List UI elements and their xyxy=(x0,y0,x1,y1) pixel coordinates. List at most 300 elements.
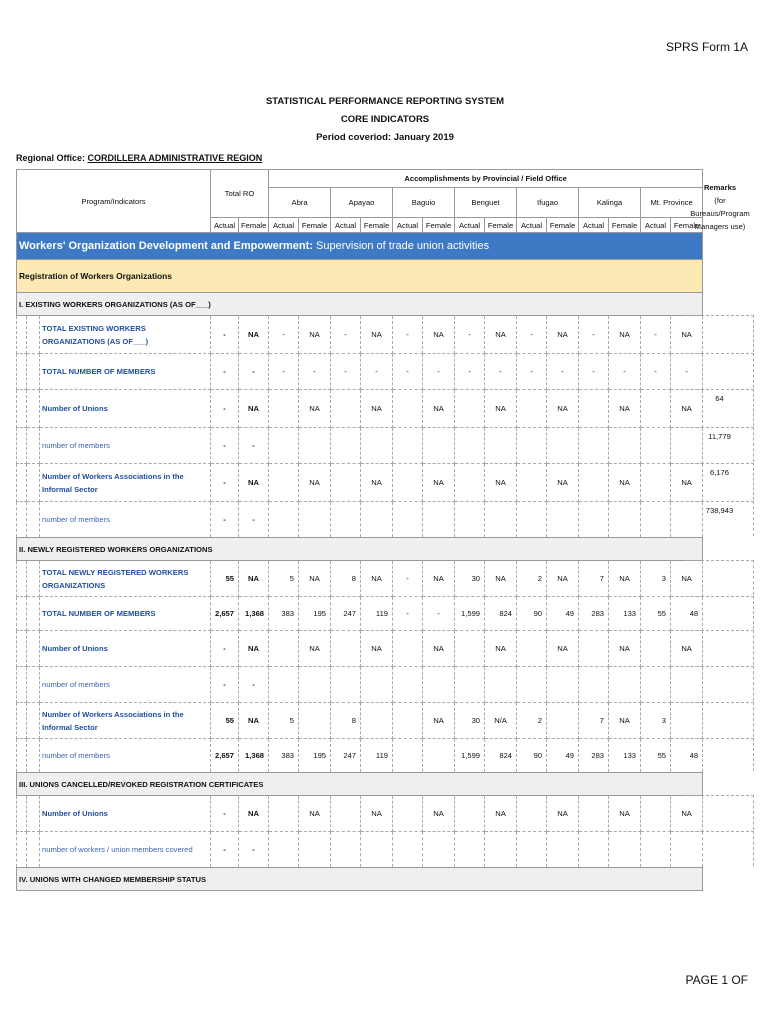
indicator-table xyxy=(16,169,703,891)
office-value: - xyxy=(641,354,671,390)
office-value xyxy=(361,428,393,464)
office-value: NA xyxy=(671,631,703,667)
office-value: NA xyxy=(299,631,331,667)
office-value: NA xyxy=(361,796,393,832)
office-value xyxy=(609,832,641,868)
office-value: NA xyxy=(547,796,579,832)
office-value xyxy=(641,667,671,703)
office-value: NA xyxy=(299,316,331,354)
office-value: 30 xyxy=(455,703,485,739)
office-value: 119 xyxy=(361,739,393,773)
table-row xyxy=(17,667,703,703)
office-value xyxy=(547,428,579,464)
office-value xyxy=(455,502,485,538)
indent-cell xyxy=(17,597,27,631)
office-value xyxy=(393,428,423,464)
office-value xyxy=(641,796,671,832)
office-value xyxy=(331,796,361,832)
office-value xyxy=(517,428,547,464)
office-value: 49 xyxy=(547,739,579,773)
total-ro-value: - xyxy=(211,464,239,502)
office-value: 5 xyxy=(269,703,299,739)
office-value xyxy=(393,739,423,773)
office-value xyxy=(299,428,331,464)
office-value xyxy=(269,390,299,428)
office-value: NA xyxy=(485,796,517,832)
office-value xyxy=(641,502,671,538)
header-female: Female xyxy=(547,218,579,233)
office-value xyxy=(641,428,671,464)
office-value xyxy=(269,832,299,868)
office-value: NA xyxy=(547,631,579,667)
office-value xyxy=(423,832,455,868)
office-value: 2 xyxy=(517,703,547,739)
office-value: 48 xyxy=(671,739,703,773)
office-value xyxy=(547,667,579,703)
header-office: Kalinga xyxy=(579,188,641,218)
remark-cell xyxy=(686,795,754,830)
indent-cell xyxy=(17,428,27,464)
office-value: NA xyxy=(609,703,641,739)
indent-cell xyxy=(17,502,27,538)
form-id: SPRS Form 1A xyxy=(665,40,748,54)
office-value: NA xyxy=(423,796,455,832)
regional-office-value: CORDILLERA ADMINISTRATIVE REGION xyxy=(87,153,263,163)
office-value xyxy=(331,667,361,703)
office-value xyxy=(393,464,423,502)
office-value xyxy=(393,832,423,868)
indent-cell xyxy=(27,631,40,667)
office-value xyxy=(455,390,485,428)
table-row xyxy=(17,316,703,354)
header-office: Ifugao xyxy=(517,188,579,218)
total-ro-value: 55 xyxy=(211,703,239,739)
subsection-band: Registration of Workers Organizations xyxy=(17,260,703,293)
remark-cell xyxy=(686,353,754,388)
office-value: NA xyxy=(299,561,331,597)
page-number: PAGE 1 OF xyxy=(685,973,748,987)
total-ro-value: NA xyxy=(239,464,269,502)
office-value xyxy=(423,428,455,464)
total-ro-value: - xyxy=(211,390,239,428)
total-ro-value: NA xyxy=(239,316,269,354)
remark-cell: 738,943 xyxy=(686,501,754,536)
office-value xyxy=(455,832,485,868)
section-band xyxy=(17,233,703,260)
office-value xyxy=(517,390,547,428)
office-value xyxy=(269,667,299,703)
office-value: 247 xyxy=(331,739,361,773)
office-value xyxy=(331,502,361,538)
remark-cell xyxy=(686,560,754,595)
table-row xyxy=(17,832,703,868)
office-value xyxy=(393,631,423,667)
office-value xyxy=(455,631,485,667)
office-value xyxy=(579,667,609,703)
office-value: NA xyxy=(485,464,517,502)
office-value: - xyxy=(393,561,423,597)
total-ro-value: - xyxy=(239,354,269,390)
remark-cell: 11,779 xyxy=(686,427,754,462)
remarks-header xyxy=(686,183,754,233)
remark-cell xyxy=(686,738,754,771)
office-value xyxy=(331,390,361,428)
indicator-label: Number of Workers Associations in the Informal Sector xyxy=(40,703,211,739)
indent-cell xyxy=(27,832,40,868)
indicator-label: Number of Workers Associations in the Informal Sector xyxy=(40,464,211,502)
office-value xyxy=(331,464,361,502)
office-value xyxy=(641,631,671,667)
report-title: STATISTICAL PERFORMANCE REPORTING SYSTEM xyxy=(265,96,505,107)
table-row xyxy=(17,428,703,464)
header-actual: Actual xyxy=(331,218,361,233)
header-accomplishments: Accomplishments by Provincial / Field Office xyxy=(269,170,703,188)
office-value: NA xyxy=(609,796,641,832)
office-value: - xyxy=(299,354,331,390)
office-value: - xyxy=(517,316,547,354)
office-value: - xyxy=(671,354,703,390)
header-program: Program/Indicators xyxy=(17,170,211,233)
indent-cell xyxy=(17,832,27,868)
office-value: NA xyxy=(423,631,455,667)
table-row xyxy=(17,354,703,390)
total-ro-value: 55 xyxy=(211,561,239,597)
office-value: - xyxy=(269,354,299,390)
office-value xyxy=(641,832,671,868)
total-ro-value: - xyxy=(239,428,269,464)
office-value: NA xyxy=(361,561,393,597)
office-value xyxy=(361,667,393,703)
office-value xyxy=(641,464,671,502)
office-value xyxy=(331,832,361,868)
indicator-label: number of members xyxy=(40,502,211,538)
office-value: - xyxy=(485,354,517,390)
office-value: 7 xyxy=(579,561,609,597)
office-value: NA xyxy=(423,464,455,502)
office-value: 7 xyxy=(579,703,609,739)
total-ro-value: - xyxy=(211,502,239,538)
office-value: 195 xyxy=(299,739,331,773)
office-value xyxy=(393,390,423,428)
office-value xyxy=(393,667,423,703)
total-ro-value: 2,657 xyxy=(211,597,239,631)
office-value: 2 xyxy=(517,561,547,597)
header-office: Mt. Province xyxy=(641,188,703,218)
office-value xyxy=(299,502,331,538)
office-value xyxy=(485,502,517,538)
indent-cell xyxy=(17,354,27,390)
total-ro-value: - xyxy=(239,832,269,868)
office-value: NA xyxy=(299,796,331,832)
remark-cell: 6,176 xyxy=(686,463,754,500)
office-value: - xyxy=(269,316,299,354)
office-value xyxy=(517,631,547,667)
office-value: NA xyxy=(671,390,703,428)
indent-cell xyxy=(17,390,27,428)
office-value: - xyxy=(455,354,485,390)
table-row xyxy=(17,703,703,739)
office-value xyxy=(579,428,609,464)
total-ro-value: - xyxy=(239,502,269,538)
office-value: - xyxy=(423,354,455,390)
office-value: NA xyxy=(299,464,331,502)
office-value: - xyxy=(423,597,455,631)
header-office: Apayao xyxy=(331,188,393,218)
office-value xyxy=(641,390,671,428)
indicator-label: TOTAL NUMBER OF MEMBERS xyxy=(40,597,211,631)
office-value xyxy=(423,667,455,703)
total-ro-value: NA xyxy=(239,796,269,832)
office-value xyxy=(547,832,579,868)
office-value xyxy=(517,464,547,502)
office-value: NA xyxy=(609,390,641,428)
office-value: 283 xyxy=(579,597,609,631)
office-value: 383 xyxy=(269,739,299,773)
total-ro-value: - xyxy=(211,354,239,390)
office-value: NA xyxy=(609,464,641,502)
office-value: 49 xyxy=(547,597,579,631)
office-value xyxy=(423,739,455,773)
remark-cell xyxy=(686,315,754,352)
header-actual: Actual xyxy=(641,218,671,233)
office-value: NA xyxy=(609,561,641,597)
indent-cell xyxy=(27,597,40,631)
office-value xyxy=(393,703,423,739)
office-value: - xyxy=(579,316,609,354)
office-value xyxy=(269,796,299,832)
indicator-label: TOTAL EXISTING WORKERS ORGANIZATIONS (AS OF___) xyxy=(40,316,211,354)
office-value: NA xyxy=(547,464,579,502)
office-value: NA xyxy=(547,561,579,597)
office-value: - xyxy=(393,597,423,631)
office-value: - xyxy=(609,354,641,390)
indent-cell xyxy=(27,428,40,464)
total-ro-value: - xyxy=(211,631,239,667)
table-row xyxy=(17,561,703,597)
indent-cell xyxy=(27,739,40,773)
office-value xyxy=(517,796,547,832)
office-value xyxy=(579,631,609,667)
total-ro-value: 2,657 xyxy=(211,739,239,773)
remark-cell xyxy=(686,666,754,701)
office-value: NA xyxy=(299,390,331,428)
total-ro-value: 1,368 xyxy=(239,739,269,773)
total-ro-value: - xyxy=(211,428,239,464)
office-value: - xyxy=(393,354,423,390)
header-female: Female xyxy=(485,218,517,233)
office-value xyxy=(517,667,547,703)
office-value: 247 xyxy=(331,597,361,631)
office-value: - xyxy=(547,354,579,390)
office-value: 195 xyxy=(299,597,331,631)
office-value: NA xyxy=(361,631,393,667)
total-ro-value: NA xyxy=(239,631,269,667)
office-value xyxy=(393,796,423,832)
total-ro-value: - xyxy=(211,796,239,832)
office-value xyxy=(331,428,361,464)
office-value xyxy=(485,428,517,464)
office-value: 5 xyxy=(269,561,299,597)
office-value: - xyxy=(455,316,485,354)
office-value xyxy=(361,703,393,739)
remark-cell: 64 xyxy=(686,389,754,426)
header-office: Benguet xyxy=(455,188,517,218)
office-value xyxy=(269,428,299,464)
office-value: NA xyxy=(671,464,703,502)
office-value: 30 xyxy=(455,561,485,597)
office-value: 8 xyxy=(331,703,361,739)
indicator-label: number of workers / union members covered xyxy=(40,832,211,868)
header-actual: Actual xyxy=(579,218,609,233)
total-ro-value: NA xyxy=(239,390,269,428)
total-ro-value: - xyxy=(211,667,239,703)
office-value: 48 xyxy=(671,597,703,631)
section-rest: Supervision of trade union activities xyxy=(312,240,490,252)
office-value: 3 xyxy=(641,561,671,597)
office-value: 283 xyxy=(579,739,609,773)
total-ro-value: NA xyxy=(239,561,269,597)
total-ro-value: - xyxy=(211,832,239,868)
indent-cell xyxy=(27,354,40,390)
office-value xyxy=(517,502,547,538)
indent-cell xyxy=(27,703,40,739)
table-row xyxy=(17,796,703,832)
office-value: 8 xyxy=(331,561,361,597)
indicator-label: TOTAL NEWLY REGISTERED WORKERS ORGANIZATIONS xyxy=(40,561,211,597)
table-row xyxy=(17,631,703,667)
indent-cell xyxy=(17,739,27,773)
header-female: Female xyxy=(609,218,641,233)
header-actual: Actual xyxy=(269,218,299,233)
office-value: NA xyxy=(671,561,703,597)
indent-cell xyxy=(17,667,27,703)
office-value xyxy=(579,464,609,502)
office-value xyxy=(299,667,331,703)
indicator-label: Number of Unions xyxy=(40,390,211,428)
office-value: NA xyxy=(485,561,517,597)
office-value: NA xyxy=(485,631,517,667)
office-value xyxy=(547,703,579,739)
table-row xyxy=(17,739,703,773)
office-value: NA xyxy=(423,703,455,739)
office-value: NA xyxy=(609,631,641,667)
office-value: NA xyxy=(423,316,455,354)
indent-cell xyxy=(17,631,27,667)
office-value: NA xyxy=(547,316,579,354)
office-value: 1,599 xyxy=(455,739,485,773)
office-value xyxy=(609,667,641,703)
remarks-sub: (for Bureaus/Program Managers use) xyxy=(690,196,750,231)
table-row xyxy=(17,390,703,428)
office-value: NA xyxy=(423,561,455,597)
office-value: NA xyxy=(361,390,393,428)
category-row: II. NEWLY REGISTERED WORKERS ORGANIZATIONS xyxy=(17,538,703,561)
office-value xyxy=(361,502,393,538)
indicator-label: number of members xyxy=(40,428,211,464)
indent-cell xyxy=(17,464,27,502)
office-value: 133 xyxy=(609,739,641,773)
office-value: NA xyxy=(485,390,517,428)
total-ro-value: NA xyxy=(239,703,269,739)
office-value xyxy=(579,390,609,428)
report-subtitle: CORE INDICATORS xyxy=(340,114,430,125)
total-ro-value: - xyxy=(211,316,239,354)
office-value xyxy=(609,502,641,538)
table-row xyxy=(17,464,703,502)
office-value xyxy=(579,502,609,538)
indent-cell xyxy=(27,502,40,538)
total-ro-value: 1,368 xyxy=(239,597,269,631)
office-value: NA xyxy=(361,464,393,502)
header-female: Female xyxy=(299,218,331,233)
office-value xyxy=(609,428,641,464)
remark-cell xyxy=(686,596,754,629)
office-value xyxy=(455,428,485,464)
total-ro-value: - xyxy=(239,667,269,703)
remark-cell xyxy=(686,831,754,866)
indent-cell xyxy=(17,796,27,832)
remark-cell xyxy=(686,702,754,737)
office-value: 383 xyxy=(269,597,299,631)
indicator-label: Number of Unions xyxy=(40,631,211,667)
office-value: NA xyxy=(671,316,703,354)
remark-cell xyxy=(686,630,754,665)
indent-cell xyxy=(17,703,27,739)
indent-cell xyxy=(27,316,40,354)
indent-cell xyxy=(27,667,40,703)
office-value xyxy=(579,796,609,832)
office-value: - xyxy=(579,354,609,390)
category-row: III. UNIONS CANCELLED/REVOKED REGISTRATION CERTIFICATES xyxy=(17,773,703,796)
office-value: NA xyxy=(547,390,579,428)
remarks-title: Remarks xyxy=(703,183,737,192)
office-value: - xyxy=(331,316,361,354)
office-value xyxy=(455,667,485,703)
office-value xyxy=(455,796,485,832)
table-row xyxy=(17,502,703,538)
indicator-label: TOTAL NUMBER OF MEMBERS xyxy=(40,354,211,390)
office-value xyxy=(579,832,609,868)
header-female: Female xyxy=(671,218,703,233)
header-actual: Actual xyxy=(517,218,547,233)
office-value: NA xyxy=(485,316,517,354)
indicator-label: Number of Unions xyxy=(40,796,211,832)
office-value: NA xyxy=(423,390,455,428)
office-value xyxy=(547,502,579,538)
indent-cell xyxy=(17,561,27,597)
office-value: 90 xyxy=(517,739,547,773)
office-value xyxy=(423,502,455,538)
office-value: NA xyxy=(609,316,641,354)
office-value: - xyxy=(393,316,423,354)
office-value: 119 xyxy=(361,597,393,631)
office-value xyxy=(361,832,393,868)
category-existing: I. EXISTING WORKERS ORGANIZATIONS (AS OF___) xyxy=(17,293,703,316)
office-value xyxy=(331,631,361,667)
header-office: Abra xyxy=(269,188,331,218)
indent-cell xyxy=(17,316,27,354)
office-value: - xyxy=(641,316,671,354)
regional-office xyxy=(16,153,262,163)
header-female: Female xyxy=(423,218,455,233)
office-value: 824 xyxy=(485,597,517,631)
office-value xyxy=(299,832,331,868)
office-value: 55 xyxy=(641,597,671,631)
office-value xyxy=(517,832,547,868)
office-value xyxy=(299,703,331,739)
indent-cell xyxy=(27,561,40,597)
office-value: 1,599 xyxy=(455,597,485,631)
